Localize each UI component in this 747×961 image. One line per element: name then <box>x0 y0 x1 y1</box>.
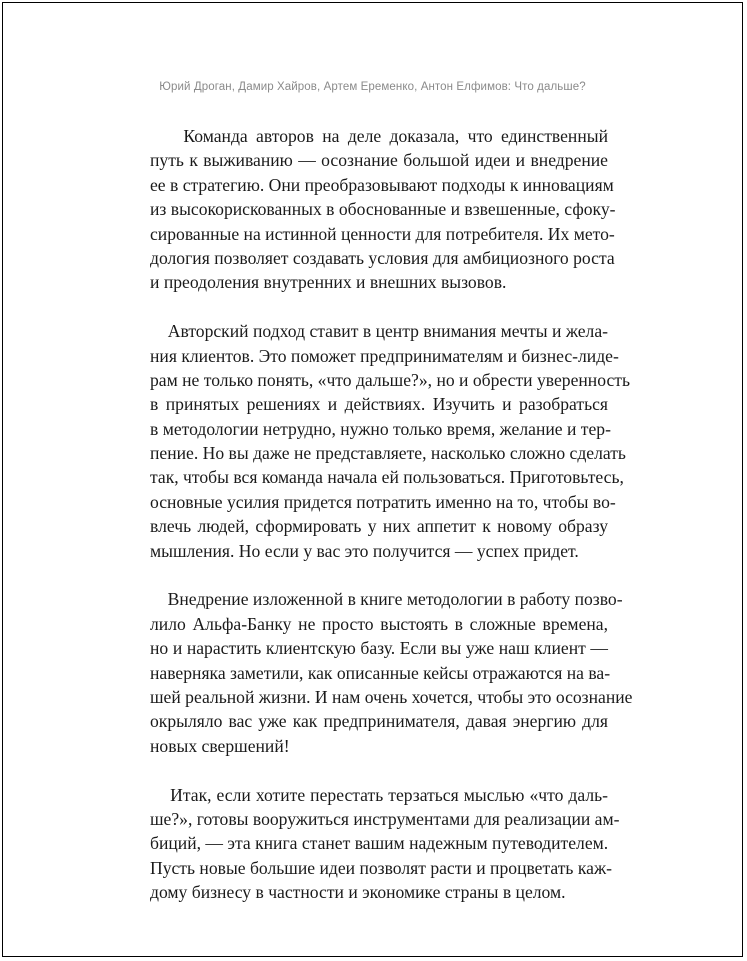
text-line: биций, — эта книга станет вашим надежным путеводителем. <box>150 833 609 854</box>
text-line: влечь людей, сформировать у них аппетит к новому образу <box>150 516 608 537</box>
text-line: пение. Но вы даже не представляете, насколько сложно сделать <box>150 443 626 464</box>
text-line: в принятых решениях и действиях. Изучить и разобраться <box>150 394 608 415</box>
body-text <box>150 124 633 905</box>
text-line: и преодоления внутренних и внешних вызовов. <box>150 272 507 293</box>
paragraph-2 <box>150 319 630 563</box>
text-line: основные усилия придется потратить именно на то, чтобы во- <box>150 491 616 512</box>
text-line: шей реальной жизни. И нам очень хочется, чтобы это осознание <box>150 686 633 707</box>
book-page <box>2 2 743 957</box>
text-line: Пусть новые большие идеи позволят расти и процветать каж- <box>150 857 612 878</box>
text-line: ше?», готовы вооружиться инструментами для реализации ам- <box>150 808 620 829</box>
text-line: Внедрение изложенной в книге методологии в работу позво- <box>150 589 623 610</box>
paragraph-1 <box>150 124 616 295</box>
text-line: новых свершений! <box>150 735 290 756</box>
text-line: дому бизнесу в частности и экономике страны в целом. <box>150 882 566 903</box>
text-line: путь к выживанию — осознание большой идеи и внедрение <box>150 150 608 171</box>
paragraph-3 <box>150 587 633 758</box>
text-line: из высокорискованных в обоснованные и взвешенные, сфоку- <box>150 199 616 220</box>
running-head: Юрий Дроган, Дамир Хайров, Артем Еременко, Антон Елфимов: Что дальше? <box>159 81 586 93</box>
text-line: наверняка заметили, как описанные кейсы отражаются на ва- <box>150 662 611 683</box>
text-line: в методологии нетрудно, нужно только время, желание и тер- <box>150 418 611 439</box>
text-line: Команда авторов на деле доказала, что единственный <box>150 126 608 146</box>
paragraph-4 <box>150 783 620 905</box>
text-line: сированные на истинной ценности для потребителя. Их мето- <box>150 223 615 244</box>
text-line: рам не только понять, «что дальше?», но и обрести уверенность <box>150 369 630 390</box>
text-line: дология позволяет создавать условия для амбициозного роста <box>150 247 615 268</box>
text-line: так, чтобы вся команда начала ей пользоваться. Приготовьтесь, <box>150 467 624 488</box>
text-line: ния клиентов. Это поможет предпринимателям и бизнес-лиде- <box>150 345 619 366</box>
text-line: ее в стратегию. Они преобразовывают подходы к инновациям <box>150 174 614 195</box>
text-line: Итак, если хотите перестать терзаться мыслью «что даль- <box>150 784 608 805</box>
text-line: мышления. Но если у вас это получится — успех придет. <box>150 540 579 561</box>
text-line: но и нарастить клиентскую базу. Если вы уже наш клиент — <box>150 638 608 659</box>
text-line: Авторский подход ставит в центр внимания мечты и жела- <box>150 321 608 342</box>
text-line: лило Альфа-Банку не просто выстоять в сложные времена, <box>150 613 608 634</box>
text-line: окрыляло вас уже как предпринимателя, давая энергию для <box>150 711 608 732</box>
